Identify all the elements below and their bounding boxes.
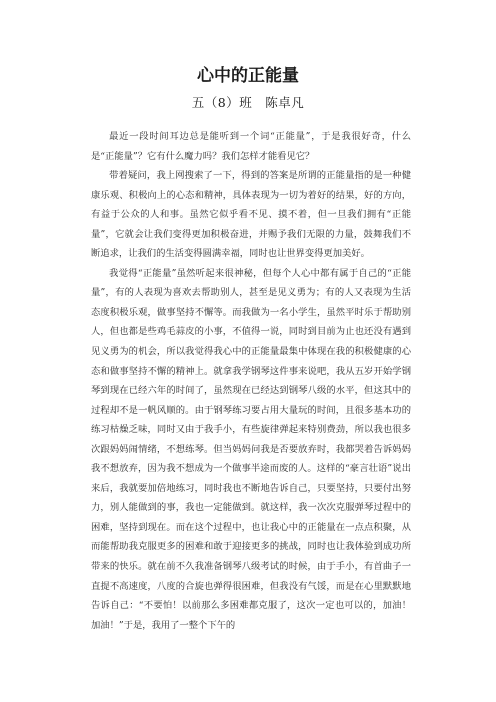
essay-body — [91, 127, 411, 635]
essay-title: 心中的正能量 — [197, 66, 299, 86]
paragraph: 带着疑问，我上网搜索了一下，得到的答案是所谓的正能量指的是一种健康乐观、积极向上的心态和精神，具体表现为一切为着好的结果，好的方向，有益于公众的人和事。虽然它似乎看不见、摸不着，但一旦我们拥有“正能量”，它就会让我们变得更加积极奋进，并赐予我们无限的力量，鼓舞我们不断追求，让我们的生活变得圆满幸福，同时也让世界变得更加美好。 — [91, 170, 411, 260]
author-byline: 五（8）班 陈卓凡 — [191, 95, 305, 110]
paragraph: 我觉得“正能量”虽然听起来很神秘，但每个人心中都有属于自己的“正能量”，有的人表现为喜欢去帮助别人，甚至是见义勇为；有的人又表现为生活态度积极乐观，做事坚持不懈等。而我做为一名小学生，虽然平时乐于帮助别人，但也都是些鸡毛蒜皮的小事，不值得一说，同时到目前为止也还没有遇到见义勇为的机会，所以我觉得我心中的正能量最集中体现在我的积极健康的心态和做事坚持不懈的精神上。就拿我学钢琴这件事来说吧，我从五岁开始学钢琴到现在已经六年的时间了，虽然现在已经达到钢琴八级的水平，但这其中的过程却不是一帆风顺的。由于钢琴练习要占用大量玩的时间，且很多基本功的练习枯燥乏味，同时又由于我手小，有些旋律弹起来特别费劲，所以我也很多次跟妈妈闹情绪，不想练琴。但当妈妈问我是否要放弃时，我都哭着告诉妈妈我不想放弃，因为我不想成为一个做事半途而废的人。这样的“豪言壮语”说出来后，我就要加倍地练习，同时我也不断地告诉自己，只要坚持，只要付出努力，别人能做到的事，我也一定能做到。就这样，我一次次克服弹琴过程中的困难，坚持到现在。而在这个过程中，也让我心中的正能量在一点点积聚，从而能帮助我克服更多的困难和敢于迎接更多的挑战，同时也让我体验到成功所带来的快乐。就在前不久我准备钢琴八级考试的时候，由于手小，有首曲子一直提不高速度，八度的合旋也弹得很困难，但我没有气馁，而是在心里默默地告诉自己：“不要怕！以前那么多困难都克服了，这次一定也可以的，加油！加油！”于是，我用了一整个下午的 — [91, 267, 411, 631]
paragraph: 最近一段时间耳边总是能听到一个词“正能量”，于是我很好奇，什么是“正能量”？它有什么魔力吗？我们怎样才能看见它？ — [91, 131, 411, 162]
